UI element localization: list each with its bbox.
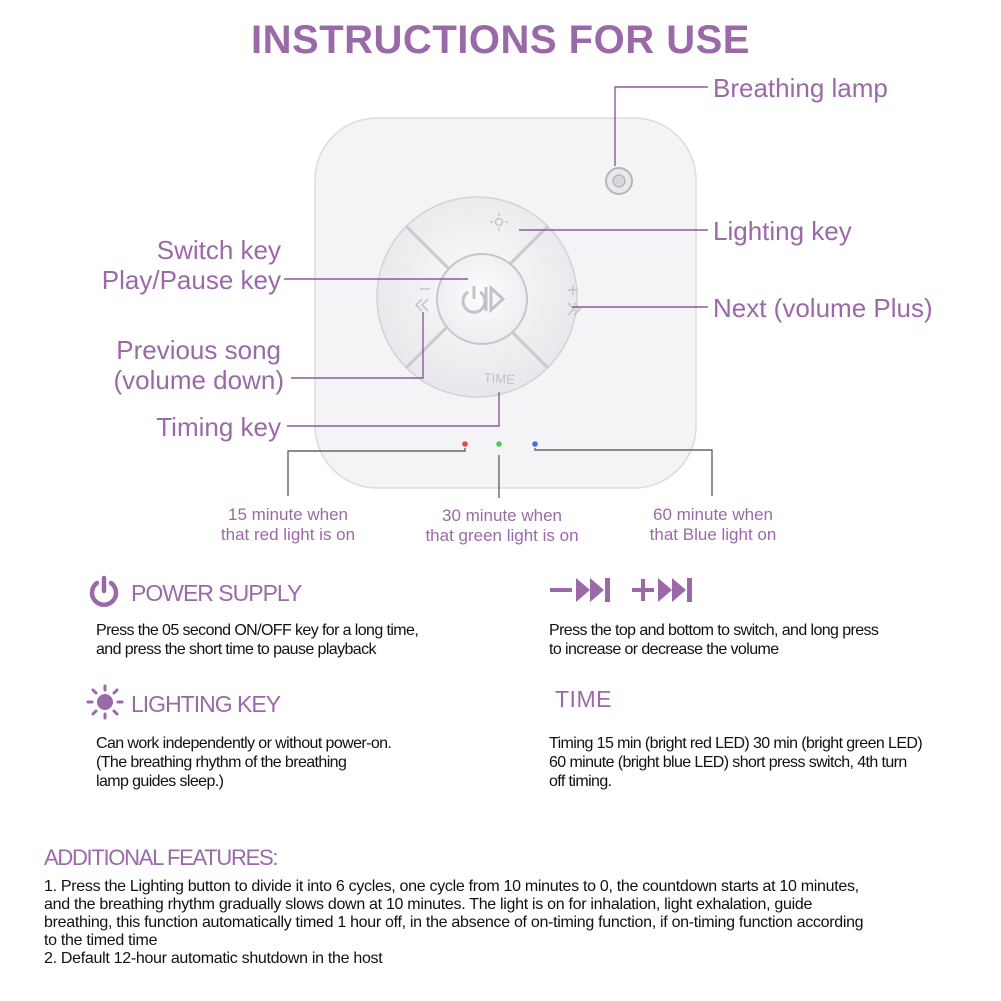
label-play-pause-key: Play/Pause key xyxy=(101,265,281,295)
power-icon xyxy=(87,575,121,609)
label-switch-key: Switch key xyxy=(156,235,281,265)
label-lighting-key: Lighting key xyxy=(713,216,852,246)
additional-line: 2. Default 12-hour automatic shutdown in the host xyxy=(44,950,383,967)
time-key-text[interactable]: TIME xyxy=(483,369,516,388)
lighting-key-heading: LIGHTING KEY xyxy=(131,691,281,717)
additional-line: and the breathing rhythm gradually slows down at 10 minutes. The light is on for inhalation, light exhalation, guide xyxy=(44,896,813,913)
timer-caption-green: 30 minute when that green light is on xyxy=(425,506,579,545)
led-green xyxy=(496,441,502,447)
additional-features-text xyxy=(44,878,994,968)
time-text: Timing 15 min (bright red LED) 30 min (bright green LED) 60 minute (bright blue LED) short press switch, 4th turn off timing. xyxy=(549,735,923,790)
page-title: INSTRUCTIONS FOR USE xyxy=(251,18,750,62)
label-previous-song: Previous song xyxy=(116,335,281,365)
timer-caption-red: 15 minute when that red light is on xyxy=(220,505,356,544)
additional-line: breathing, this function automatically timed 1 hour off, in the absence of on-timing function, if on-timing function according xyxy=(44,914,864,931)
label-volume-down: (volume down) xyxy=(113,365,284,395)
label-next: Next (volume Plus) xyxy=(713,293,933,323)
label-breathing-lamp: Breathing lamp xyxy=(713,73,888,103)
time-heading: TIME xyxy=(555,686,612,712)
label-timing-key: Timing key xyxy=(156,412,281,442)
plus-skip-icon xyxy=(632,578,692,602)
timer-caption-blue: 60 minute when that Blue light on xyxy=(649,505,777,544)
skip-icons xyxy=(548,575,708,605)
additional-line: 1. Press the Lighting button to divide it into 6 cycles, one cycle from 10 minutes to 0, the countdown starts at 10 minutes, xyxy=(44,878,859,895)
minus-skip-icon xyxy=(550,578,610,602)
breathing-lamp xyxy=(606,168,632,194)
additional-line: to the timed time xyxy=(44,932,158,949)
led-blue xyxy=(532,441,538,447)
additional-features-heading: ADDITIONAL FEATURES: xyxy=(44,845,278,870)
sun-icon xyxy=(86,684,126,720)
power-supply-text: Press the 05 second ON/OFF key for a long time, and press the short time to pause playback xyxy=(96,622,419,658)
led-red xyxy=(462,441,468,447)
lighting-key-text: Can work independently or without power-on. (The breathing rhythm of the breathing lamp guides sleep.) xyxy=(96,735,392,790)
skip-text: Press the top and bottom to switch, and long press to increase or decrease the volume xyxy=(549,622,879,658)
power-supply-heading: POWER SUPPLY xyxy=(131,580,302,606)
